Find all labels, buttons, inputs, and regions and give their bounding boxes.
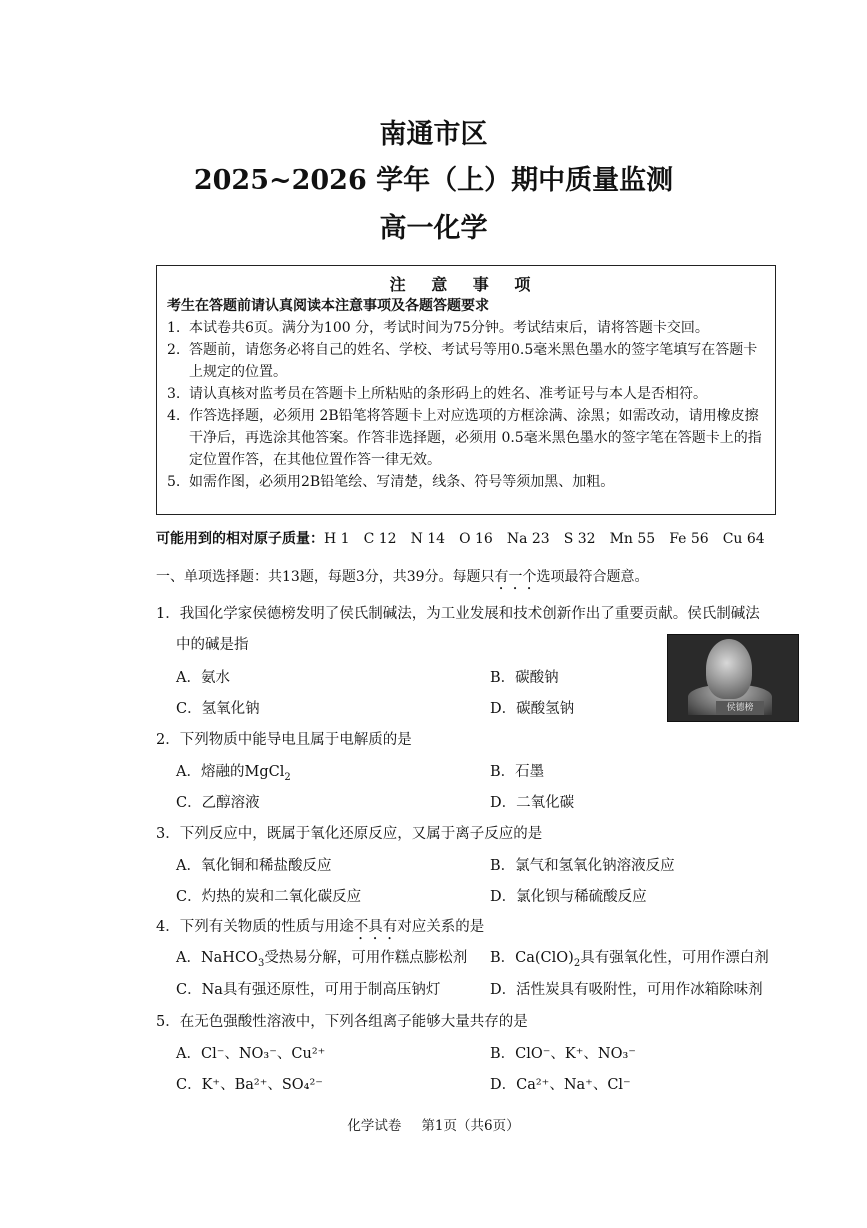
atomic-mass: Cu 64 bbox=[722, 531, 765, 547]
q4-option-a-subscript: 3 bbox=[257, 957, 265, 969]
q2-option-a bbox=[176, 760, 291, 783]
q3-stem: 3．下列反应中，既属于氧化还原反应，又属于离子反应的是 bbox=[156, 826, 543, 842]
q2-stem: 2．下列物质中能导电且属于电解质的是 bbox=[156, 732, 412, 748]
notice-item-number: 5. bbox=[167, 474, 181, 490]
notice-item-text: 请认真核对监考员在答题卡上所粘贴的条形码上的姓名、准考证号与本人是否相符。 bbox=[189, 386, 707, 402]
notice-item bbox=[167, 383, 763, 405]
q4-stem-emphasis: 不具有 bbox=[353, 919, 398, 935]
notice-item-text: 作答选择题，必须用 2B铅笔将答题卡上对应选项的方框涂满、涂黑；如需改动，请用橡皮擦干净后，再选涂其他答案。作答非选择题，必须用 0.5毫米黑色墨水的签字笔在答题卡上的指定位置作答，在其他位置作答一律无效。 bbox=[189, 408, 762, 468]
q4-stem-post: 对应关系的是 bbox=[397, 919, 485, 935]
q1-option-d: D．碳酸氢钠 bbox=[490, 701, 575, 717]
q5-option-c: C．K⁺、Ba²⁺、SO₄²⁻ bbox=[176, 1077, 323, 1093]
notice-item bbox=[167, 471, 763, 493]
exam-term-title: 2025~2026 学年（上）期中质量监测 bbox=[193, 165, 674, 196]
atomic-mass: Mn 55 bbox=[609, 531, 656, 547]
bust-head bbox=[706, 639, 752, 699]
footer-subject: 化学试卷 bbox=[347, 1118, 402, 1134]
exam-region-title: 南通市区 bbox=[379, 119, 488, 150]
notice-item-text: 答题前，请您务必将自己的姓名、学校、考试号等用0.5毫米黑色墨水的签字笔填写在答题卡上规定的位置。 bbox=[189, 342, 758, 380]
atomic-masses bbox=[156, 528, 765, 548]
footer-page-number: 第1页（共6页） bbox=[421, 1118, 520, 1134]
section-heading-post: 选项最符合题意。 bbox=[536, 569, 649, 585]
q2-option-c: C．乙醇溶液 bbox=[176, 795, 260, 811]
notice-item bbox=[167, 339, 763, 383]
notice-box bbox=[156, 265, 776, 515]
atomic-mass: Na 23 bbox=[506, 531, 550, 547]
exam-subject-title: 高一化学 bbox=[379, 213, 488, 244]
notice-subtitle: 考生在答题前请认真阅读本注意事项及各题答题要求 bbox=[167, 298, 489, 314]
section-heading-emphasis: 有一个 bbox=[494, 569, 537, 585]
notice-item-text: 本试卷共6页。满分为100 分，考试时间为75分钟。考试结束后，请将答题卡交回。 bbox=[189, 320, 709, 336]
q4-option-a-formula: A．NaHCO bbox=[176, 950, 258, 966]
q5-option-b: B．ClO⁻、K⁺、NO₃⁻ bbox=[490, 1046, 636, 1062]
atomic-mass: N 14 bbox=[410, 531, 446, 547]
q4-option-b-text: 具有强氧化性，可用作漂白剂 bbox=[580, 950, 769, 966]
q5-option-d: D．Ca²⁺、Na⁺、Cl⁻ bbox=[490, 1077, 631, 1093]
notice-item-text: 如需作图，必须用2B铅笔绘、写清楚，线条、符号等须加黑、加粗。 bbox=[189, 474, 615, 490]
hou-debang-bust-photo bbox=[667, 634, 799, 722]
notice-item bbox=[167, 317, 763, 339]
notice-item bbox=[167, 405, 763, 471]
q4-option-a-text: 受热易分解，可用作糕点膨松剂 bbox=[264, 950, 468, 966]
notice-item-number: 1. bbox=[167, 320, 181, 336]
atomic-mass: S 32 bbox=[563, 531, 596, 547]
section-heading-pre: 一、单项选择题：共13题，每题3分，共39分。每题只 bbox=[156, 569, 495, 585]
q2-option-a-text: A．熔融的MgCl bbox=[176, 764, 285, 780]
atomic-masses-label: 可能用到的相对原子质量： bbox=[156, 531, 324, 547]
bust-plaque: 侯德榜 bbox=[716, 701, 764, 715]
q2-option-a-subscript: 2 bbox=[284, 771, 291, 783]
q4-option-b-formula: B．Ca(ClO) bbox=[490, 950, 574, 966]
atomic-mass: H 1 bbox=[324, 531, 350, 547]
q1-stem-line2: 中的碱是指 bbox=[176, 637, 249, 653]
q4-option-d: D．活性炭具有吸附性，可用作冰箱除味剂 bbox=[490, 982, 763, 998]
q4-option-b bbox=[490, 946, 769, 969]
q1-option-b: B．碳酸钠 bbox=[490, 670, 559, 686]
atomic-mass: C 12 bbox=[363, 531, 397, 547]
q2-option-b: B．石墨 bbox=[490, 764, 545, 780]
notice-item-number: 3. bbox=[167, 386, 181, 402]
q2-option-d: D．二氧化碳 bbox=[490, 795, 575, 811]
atomic-mass: O 16 bbox=[459, 531, 493, 547]
q4-option-a bbox=[176, 946, 467, 969]
q3-option-b: B．氯气和氢氧化钠溶液反应 bbox=[490, 858, 675, 874]
q3-option-d: D．氯化钡与稀硫酸反应 bbox=[490, 889, 647, 905]
q4-option-c: C．Na具有强还原性，可用于制高压钠灯 bbox=[176, 982, 441, 998]
q5-option-a: A．Cl⁻、NO₃⁻、Cu²⁺ bbox=[176, 1046, 326, 1062]
atomic-mass: Fe 56 bbox=[669, 531, 709, 547]
q1-option-c: C．氢氧化钠 bbox=[176, 701, 260, 717]
q4-stem bbox=[156, 915, 484, 943]
notice-item-number: 2. bbox=[167, 342, 181, 358]
q1-stem-line1: 1．我国化学家侯德榜发明了侯氏制碱法，为工业发展和技术创新作出了重要贡献。侯氏制碱法 bbox=[156, 606, 760, 622]
q4-stem-pre: 4．下列有关物质的性质与用途 bbox=[156, 919, 354, 935]
notice-item-number: 4. bbox=[167, 408, 181, 424]
page-footer bbox=[0, 1114, 867, 1134]
q4-option-b-subscript: 2 bbox=[573, 957, 581, 969]
q1-option-a: A．氨水 bbox=[176, 670, 230, 686]
q3-option-c: C．灼热的炭和二氧化碳反应 bbox=[176, 889, 362, 905]
q3-option-a: A．氧化铜和稀盐酸反应 bbox=[176, 858, 332, 874]
q5-stem: 5．在无色强酸性溶液中，下列各组离子能够大量共存的是 bbox=[156, 1014, 528, 1030]
notice-title: 注 意 事 项 bbox=[389, 275, 541, 294]
section-heading bbox=[156, 566, 649, 593]
